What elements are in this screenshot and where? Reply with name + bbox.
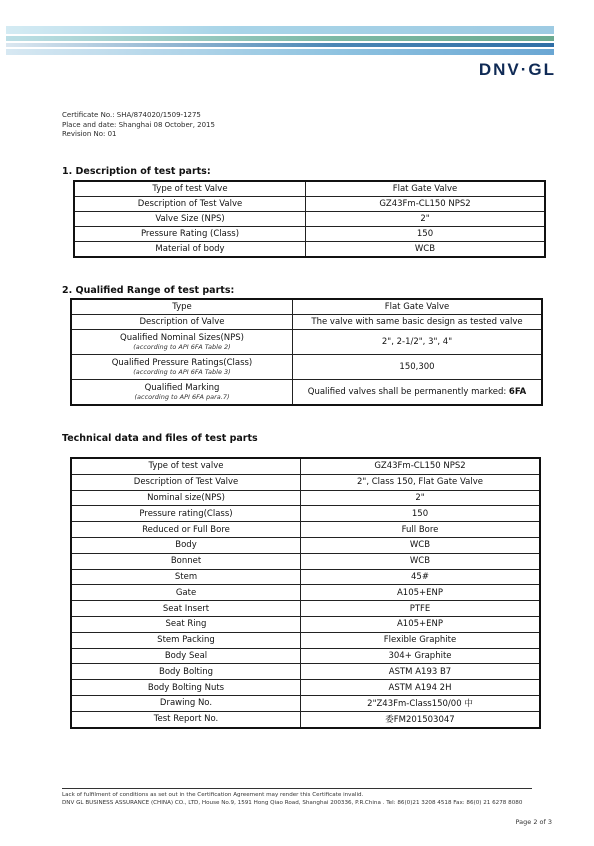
table-row [71,569,540,585]
row-value: Flat Gate Valve [306,181,546,197]
table-row [71,664,540,680]
row-value-text: 2", 2-1/2", 3", 4" [381,337,453,347]
row-label [71,330,293,355]
row-label: Body Bolting Nuts [71,680,301,696]
row-label-text: Type [172,302,192,312]
table-row [71,380,542,406]
row-value: GZ43Fm-CL150 NPS2 [301,458,541,474]
row-label: Material of body [74,242,306,258]
table-row [71,553,540,569]
table-row [71,474,540,490]
table-row [71,695,540,711]
row-label-reference: (according to API 6FA para.7) [134,393,230,401]
revision-number: Revision No: 01 [62,130,117,138]
footer [62,792,542,807]
certificate-number: Certificate No.: SHA/874020/1509-1275 [62,111,201,119]
section3-heading: Technical data and files of test parts [62,433,258,444]
section2-heading: 2. Qualified Range of test parts: [62,285,235,296]
row-value: 2", Class 150, Flat Gate Valve [301,474,541,490]
row-label [71,355,293,380]
table-row [71,632,540,648]
certificate-meta [62,111,215,140]
row-value: 304+ Graphite [301,648,541,664]
row-label: Body Bolting [71,664,301,680]
table-row [74,242,545,258]
row-value: 委FM201503047 [301,711,541,727]
table-row [71,616,540,632]
row-label: Gate [71,585,301,601]
row-label: Reduced or Full Bore [71,522,301,538]
row-value: WCB [301,537,541,553]
row-label-text: Qualified Pressure Ratings(Class) [111,358,253,368]
table-row [71,585,540,601]
row-value-text: 150,300 [399,362,435,372]
row-label: Body [71,537,301,553]
row-value: WCB [301,553,541,569]
row-label [71,299,293,315]
qualified-range-table [70,298,543,406]
technical-data-table [70,457,541,729]
row-value: A105+ENP [301,616,541,632]
row-value: PTFE [301,601,541,617]
row-value [293,315,543,330]
row-label: Stem [71,569,301,585]
row-value: 2"Z43Fm-Class150/00 中 [301,695,541,711]
table-row [71,537,540,553]
row-value: ASTM A193 B7 [301,664,541,680]
row-label: Drawing No. [71,695,301,711]
row-label: Description of Test Valve [71,474,301,490]
row-label-text: Qualified Marking [144,383,220,393]
table-row [74,181,545,197]
row-value: Flexible Graphite [301,632,541,648]
row-label: Description of Test Valve [74,197,306,212]
row-value-text: Qualified valves shall be permanently marked: [307,387,509,397]
footer-divider [62,788,532,789]
row-value: A105+ENP [301,585,541,601]
row-value: 150 [301,506,541,522]
table-row [71,522,540,538]
row-value-marking: 6FA [508,387,527,397]
header-band-2 [6,36,554,41]
row-label: Seat Insert [71,601,301,617]
row-value [293,380,543,406]
dnvgl-logo: DNV·GL [478,60,556,79]
row-value: Full Bore [301,522,541,538]
section1-heading: 1. Description of test parts: [62,166,211,177]
table-row [71,506,540,522]
table-row [71,299,542,315]
table-row [71,648,540,664]
table-row [71,330,542,355]
row-label: Pressure Rating (Class) [74,227,306,242]
row-value: GZ43Fm-CL150 NPS2 [306,197,546,212]
row-label-reference: (according to API 6FA Table 2) [133,343,231,351]
footer-address: DNV GL BUSINESS ASSURANCE (CHINA) CO., LTD, House No.9, 1591 Hong Qiao Road, Shanghai 200336, P.R.China . Tel: 86(0)21 3208 4518 Fax: 86(0) 21 6278 8080 [62,799,523,806]
table-row [71,355,542,380]
row-value: WCB [306,242,546,258]
header-band-3 [6,43,554,47]
header-band-1 [6,26,554,34]
table-row [71,601,540,617]
row-label: Bonnet [71,553,301,569]
row-label [71,315,293,330]
table-row [74,227,545,242]
row-label: Pressure rating(Class) [71,506,301,522]
row-label: Stem Packing [71,632,301,648]
table-row [71,490,540,506]
row-label: Test Report No. [71,711,301,727]
row-label: Type of test Valve [74,181,306,197]
header-band-4 [6,49,554,55]
row-label-text: Description of Valve [139,317,225,327]
row-value: ASTM A194 2H [301,680,541,696]
row-value [293,330,543,355]
row-label: Valve Size (NPS) [74,212,306,227]
page-number: Page 2 of 3 [515,818,552,826]
place-and-date: Place and date: Shanghai 08 October, 2015 [62,120,215,129]
table-row [74,212,545,227]
row-value: 2" [306,212,546,227]
row-label: Body Seal [71,648,301,664]
row-label: Nominal size(NPS) [71,490,301,506]
row-value: 45# [301,569,541,585]
table-row [71,711,540,727]
row-value [293,299,543,315]
row-label: Type of test valve [71,458,301,474]
row-label: Seat Ring [71,616,301,632]
row-label-text: Qualified Nominal Sizes(NPS) [120,333,244,343]
row-label [71,380,293,406]
row-value: 2" [301,490,541,506]
table-row [71,680,540,696]
table-row [71,458,540,474]
row-value-text: The valve with same basic design as tested valve [311,317,523,327]
table-row [71,315,542,330]
table-row [74,197,545,212]
row-value: 150 [306,227,546,242]
row-value [293,355,543,380]
row-value-text: Flat Gate Valve [384,302,450,312]
test-parts-table [73,180,546,258]
footer-disclaimer: Lack of fulfilment of conditions as set out in the Certification Agreement may render this Certificate invalid. [62,792,364,798]
row-label-reference: (according to API 6FA Table 3) [133,368,231,376]
